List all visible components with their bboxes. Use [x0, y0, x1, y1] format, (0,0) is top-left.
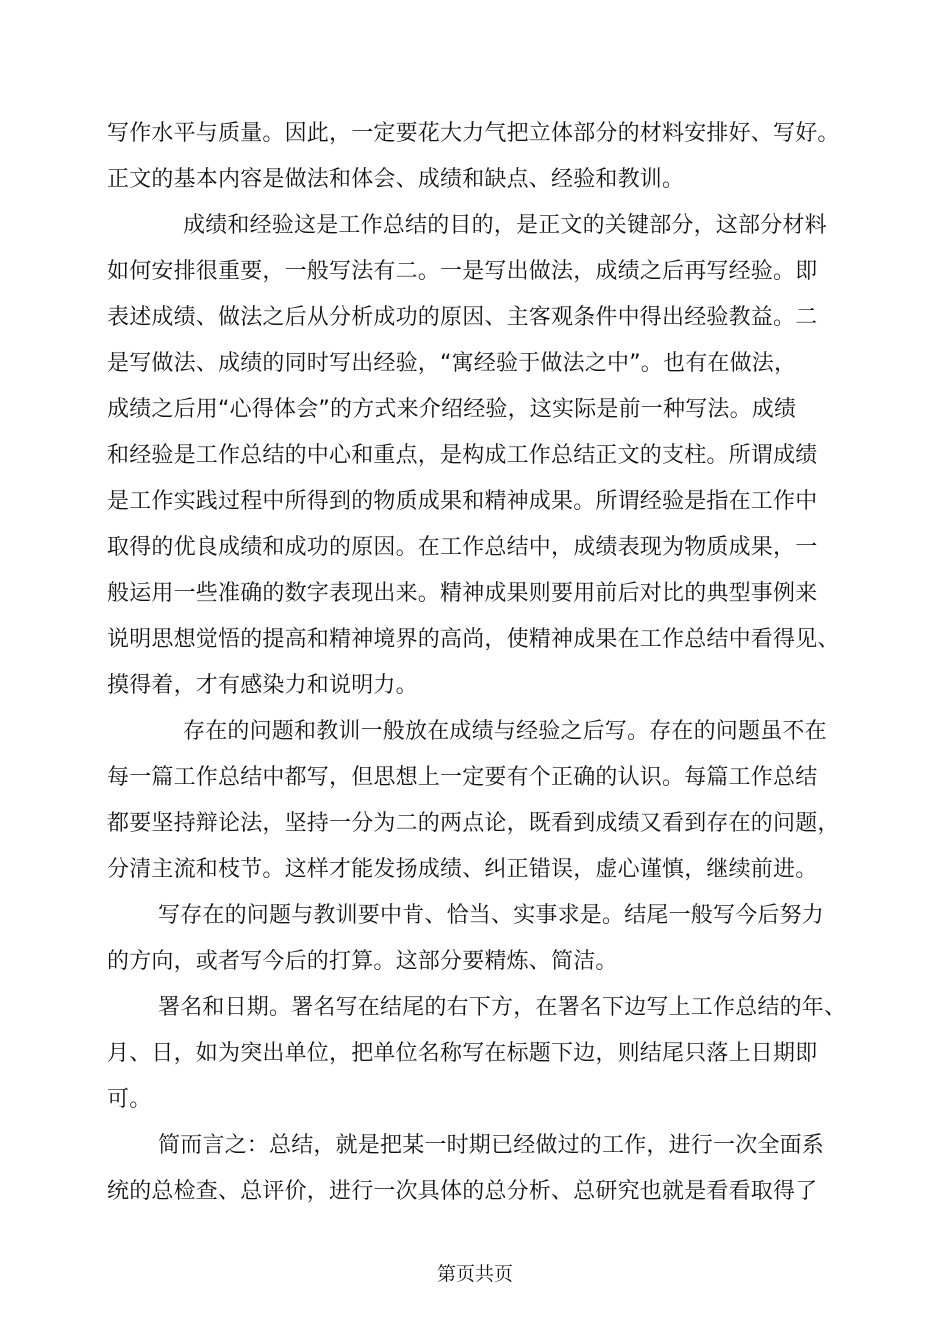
text-line: 可。: [107, 1087, 152, 1112]
text-line: 是写做法、成绩的同时写出经验，“寓经验于做法之中”。也有在做法，: [107, 351, 797, 376]
text-line: 表述成绩、做法之后从分析成功的原因、主客观条件中得出经验教益。二: [107, 305, 818, 330]
text-line: 是工作实践过程中所得到的物质成果和精神成果。所谓经验是指在工作中: [107, 489, 818, 514]
text-line: 如何安排很重要，一般写法有二。一是写出做法，成绩之后再写经验。即: [107, 259, 818, 284]
text-line: 每一篇工作总结中都写，但思想上一定要有个正确的认识。每篇工作总结: [107, 765, 818, 790]
text-line: 成绩之后用“心得体会”的方式来介绍经验，这实际是前一种写法。成绩: [107, 397, 797, 422]
text-line: 说明思想觉悟的提高和精神境界的高尚，使精神成果在工作总结中看得见、: [107, 627, 840, 652]
text-line: 简而言之：总结，就是把某一时期已经做过的工作，进行一次全面系: [158, 1133, 825, 1158]
text-line: 写存在的问题与教训要中肯、恰当、实事求是。结尾一般写今后努力: [158, 903, 825, 928]
text-line: 摸得着，才有感染力和说明力。: [107, 673, 418, 698]
page-footer: 第页共页: [436, 1263, 513, 1285]
text-line: 正文的基本内容是做法和体会、成绩和缺点、经验和教训。: [107, 167, 685, 192]
text-line: 取得的优良成绩和成功的原因。在工作总结中，成绩表现为物质成果，一: [107, 535, 818, 560]
text-line: 和经验是工作总结的中心和重点，是构成工作总结正文的支柱。所谓成绩: [107, 443, 818, 468]
text-line: 的方向，或者写今后的打算。这部分要精炼、简洁。: [107, 949, 618, 974]
text-line: 存在的问题和教训一般放在成绩与经验之后写。存在的问题虽不在: [183, 719, 827, 744]
text-line: 写作水平与质量。因此，一定要花大力气把立体部分的材料安排好、写好。: [107, 121, 840, 146]
text-line: 署名和日期。署名写在结尾的右下方，在署名下边写上工作总结的年、: [158, 995, 847, 1020]
text-line: 都要坚持辩论法，坚持一分为二的两点论，既看到成绩又看到存在的问题，: [107, 811, 840, 836]
text-line: 成绩和经验这是工作总结的目的，是正文的关键部分，这部分材料: [183, 213, 827, 238]
text-line: 统的总检查、总评价，进行一次具体的总分析、总研究也就是看看取得了: [107, 1179, 818, 1204]
text-line: 月、日，如为突出单位，把单位名称写在标题下边，则结尾只落上日期即: [107, 1041, 818, 1066]
text-line: 分清主流和枝节。这样才能发扬成绩、纠正错误，虚心谨慎，继续前进。: [107, 857, 818, 882]
text-line: 般运用一些准确的数字表现出来。精神成果则要用前后对比的典型事例来: [107, 581, 818, 606]
